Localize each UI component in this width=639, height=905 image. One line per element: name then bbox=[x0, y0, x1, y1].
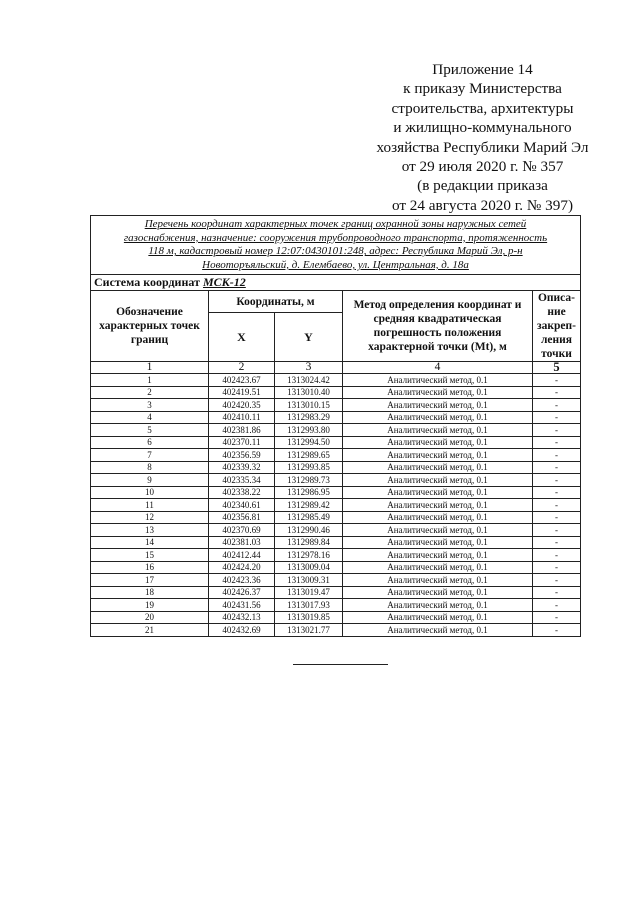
point-number: 3 bbox=[91, 399, 209, 412]
heading-line: от 24 августа 2020 г. № 397) bbox=[391, 196, 574, 214]
method-cell: Аналитический метод, 0.1 bbox=[343, 511, 533, 524]
table-row bbox=[91, 424, 581, 437]
coord-x: 402335.34 bbox=[209, 474, 275, 487]
coord-y: 1312986.95 bbox=[275, 486, 343, 499]
coord-y: 1312978.16 bbox=[275, 549, 343, 562]
coordinate-system-value: МСК-12 bbox=[202, 275, 246, 290]
closing-rule bbox=[293, 664, 388, 665]
method-cell: Аналитический метод, 0.1 bbox=[343, 574, 533, 587]
coord-x: 402381.86 bbox=[209, 424, 275, 437]
point-number: 14 bbox=[91, 536, 209, 549]
method-cell: Аналитический метод, 0.1 bbox=[343, 411, 533, 424]
coord-y: 1313009.04 bbox=[275, 561, 343, 574]
coord-x: 402381.03 bbox=[209, 536, 275, 549]
coord-y: 1313024.42 bbox=[275, 374, 343, 387]
coord-x: 402370.69 bbox=[209, 524, 275, 537]
method-cell: Аналитический метод, 0.1 bbox=[343, 424, 533, 437]
description-cell: - bbox=[533, 386, 581, 399]
heading-line: строительства, архитектуры bbox=[391, 99, 574, 117]
point-number: 8 bbox=[91, 461, 209, 474]
table-row bbox=[91, 411, 581, 424]
table-title bbox=[91, 216, 581, 275]
coordinate-system bbox=[91, 275, 581, 291]
description-cell: - bbox=[533, 499, 581, 512]
coord-y: 1313010.40 bbox=[275, 386, 343, 399]
table-row bbox=[91, 399, 581, 412]
point-number: 18 bbox=[91, 586, 209, 599]
header-method: Метод определения координат и средняя квадратическая погрешность положения характерной точки (Mt), м bbox=[343, 291, 533, 362]
table-row bbox=[91, 374, 581, 387]
table-title-line: 118 м, кадастровый номер 12:07:0430101:248, адрес: Республика Марий Эл, р-н bbox=[148, 245, 523, 258]
method-cell: Аналитический метод, 0.1 bbox=[343, 611, 533, 624]
description-cell: - bbox=[533, 374, 581, 387]
table-row bbox=[91, 574, 581, 587]
coord-y: 1313021.77 bbox=[275, 624, 343, 637]
description-cell: - bbox=[533, 411, 581, 424]
coord-x: 402339.32 bbox=[209, 461, 275, 474]
coord-x: 402426.37 bbox=[209, 586, 275, 599]
point-number: 16 bbox=[91, 561, 209, 574]
table-row bbox=[91, 486, 581, 499]
table-row bbox=[91, 586, 581, 599]
description-cell: - bbox=[533, 449, 581, 462]
coord-y: 1313010.15 bbox=[275, 399, 343, 412]
point-number: 1 bbox=[91, 374, 209, 387]
table-row bbox=[91, 499, 581, 512]
method-cell: Аналитический метод, 0.1 bbox=[343, 624, 533, 637]
method-cell: Аналитический метод, 0.1 bbox=[343, 386, 533, 399]
method-cell: Аналитический метод, 0.1 bbox=[343, 586, 533, 599]
heading-line: к приказу Министерства bbox=[403, 80, 562, 98]
point-number: 7 bbox=[91, 449, 209, 462]
coord-x: 402419.51 bbox=[209, 386, 275, 399]
point-number: 11 bbox=[91, 499, 209, 512]
table-row bbox=[91, 474, 581, 487]
point-number: 10 bbox=[91, 486, 209, 499]
coord-y: 1312985.49 bbox=[275, 511, 343, 524]
point-number: 5 bbox=[91, 424, 209, 437]
method-cell: Аналитический метод, 0.1 bbox=[343, 524, 533, 537]
description-cell: - bbox=[533, 611, 581, 624]
description-cell: - bbox=[533, 424, 581, 437]
point-number: 2 bbox=[91, 386, 209, 399]
table-row bbox=[91, 536, 581, 549]
appendix-heading bbox=[350, 60, 615, 215]
coordinate-system-label: Система координат bbox=[94, 275, 200, 290]
heading-line: Приложение 14 bbox=[432, 61, 533, 78]
description-cell: - bbox=[533, 474, 581, 487]
coord-x: 402423.36 bbox=[209, 574, 275, 587]
table-title-line: Перечень координат характерных точек границ охранной зоны наружных сетей bbox=[144, 218, 527, 230]
method-cell: Аналитический метод, 0.1 bbox=[343, 549, 533, 562]
table-title-line: Новоторъяльский, д. Елембаево, ул. Центральная, д. 18а bbox=[202, 258, 469, 271]
table-row bbox=[91, 549, 581, 562]
coord-x: 402420.35 bbox=[209, 399, 275, 412]
table-row bbox=[91, 561, 581, 574]
table-row bbox=[91, 511, 581, 524]
table-row bbox=[91, 599, 581, 612]
coord-x: 402370.11 bbox=[209, 436, 275, 449]
column-number: 1 bbox=[91, 362, 209, 374]
point-number: 15 bbox=[91, 549, 209, 562]
table-row bbox=[91, 611, 581, 624]
column-number: 5 bbox=[533, 362, 581, 374]
column-numbers-row bbox=[91, 362, 581, 374]
coord-x: 402356.59 bbox=[209, 449, 275, 462]
method-cell: Аналитический метод, 0.1 bbox=[343, 499, 533, 512]
point-number: 21 bbox=[91, 624, 209, 637]
coord-x: 402340.61 bbox=[209, 499, 275, 512]
method-cell: Аналитический метод, 0.1 bbox=[343, 561, 533, 574]
coord-y: 1312994.50 bbox=[275, 436, 343, 449]
coord-y: 1312993.85 bbox=[275, 461, 343, 474]
description-cell: - bbox=[533, 511, 581, 524]
table-row bbox=[91, 436, 581, 449]
coordinates-table bbox=[90, 215, 581, 637]
method-cell: Аналитический метод, 0.1 bbox=[343, 374, 533, 387]
column-number: 4 bbox=[343, 362, 533, 374]
method-cell: Аналитический метод, 0.1 bbox=[343, 599, 533, 612]
coord-x: 402412.44 bbox=[209, 549, 275, 562]
point-number: 6 bbox=[91, 436, 209, 449]
description-cell: - bbox=[533, 436, 581, 449]
table-row bbox=[91, 624, 581, 637]
description-cell: - bbox=[533, 599, 581, 612]
point-number: 20 bbox=[91, 611, 209, 624]
column-number: 3 bbox=[275, 362, 343, 374]
heading-line: от 29 июля 2020 г. № 357 bbox=[401, 158, 564, 176]
point-number: 13 bbox=[91, 524, 209, 537]
description-cell: - bbox=[533, 549, 581, 562]
description-cell: - bbox=[533, 536, 581, 549]
coord-x: 402424.20 bbox=[209, 561, 275, 574]
header-point-designation: Обозначение характерных точек границ bbox=[91, 291, 209, 362]
description-cell: - bbox=[533, 461, 581, 474]
description-cell: - bbox=[533, 574, 581, 587]
description-cell: - bbox=[533, 561, 581, 574]
coord-y: 1312989.84 bbox=[275, 536, 343, 549]
method-cell: Аналитический метод, 0.1 bbox=[343, 399, 533, 412]
table-row bbox=[91, 449, 581, 462]
coord-y: 1313009.31 bbox=[275, 574, 343, 587]
point-number: 19 bbox=[91, 599, 209, 612]
header-x: X bbox=[209, 312, 275, 362]
method-cell: Аналитический метод, 0.1 bbox=[343, 536, 533, 549]
point-number: 9 bbox=[91, 474, 209, 487]
point-number: 4 bbox=[91, 411, 209, 424]
coord-y: 1313019.47 bbox=[275, 586, 343, 599]
table-row bbox=[91, 461, 581, 474]
header-description: Описа-ние закреп-ления точки bbox=[533, 291, 581, 362]
method-cell: Аналитический метод, 0.1 bbox=[343, 449, 533, 462]
header-coordinates: Координаты, м bbox=[209, 291, 343, 312]
description-cell: - bbox=[533, 586, 581, 599]
coord-y: 1312983.29 bbox=[275, 411, 343, 424]
coord-y: 1312989.42 bbox=[275, 499, 343, 512]
coord-x: 402356.81 bbox=[209, 511, 275, 524]
coord-x: 402431.56 bbox=[209, 599, 275, 612]
point-number: 17 bbox=[91, 574, 209, 587]
coord-x: 402432.69 bbox=[209, 624, 275, 637]
coord-y: 1312989.73 bbox=[275, 474, 343, 487]
table-title-line: газоснабжения, назначение: сооружения трубопроводного транспорта, протяженность bbox=[123, 231, 548, 244]
coord-y: 1313017.93 bbox=[275, 599, 343, 612]
coord-y: 1313019.85 bbox=[275, 611, 343, 624]
description-cell: - bbox=[533, 524, 581, 537]
coord-y: 1312990.46 bbox=[275, 524, 343, 537]
heading-line: и жилищно-коммунального bbox=[393, 119, 572, 137]
method-cell: Аналитический метод, 0.1 bbox=[343, 474, 533, 487]
column-number: 2 bbox=[209, 362, 275, 374]
coord-y: 1312993.80 bbox=[275, 424, 343, 437]
heading-line: (в редакции приказа bbox=[417, 177, 548, 195]
coord-x: 402338.22 bbox=[209, 486, 275, 499]
coord-x: 402432.13 bbox=[209, 611, 275, 624]
coord-y: 1312989.65 bbox=[275, 449, 343, 462]
coord-x: 402410.11 bbox=[209, 411, 275, 424]
header-y: Y bbox=[275, 312, 343, 362]
table-row bbox=[91, 524, 581, 537]
point-number: 12 bbox=[91, 511, 209, 524]
method-cell: Аналитический метод, 0.1 bbox=[343, 461, 533, 474]
method-cell: Аналитический метод, 0.1 bbox=[343, 486, 533, 499]
coord-x: 402423.67 bbox=[209, 374, 275, 387]
description-cell: - bbox=[533, 624, 581, 637]
method-cell: Аналитический метод, 0.1 bbox=[343, 436, 533, 449]
heading-line: хозяйства Республики Марий Эл bbox=[376, 138, 589, 156]
description-cell: - bbox=[533, 486, 581, 499]
table-row bbox=[91, 386, 581, 399]
description-cell: - bbox=[533, 399, 581, 412]
